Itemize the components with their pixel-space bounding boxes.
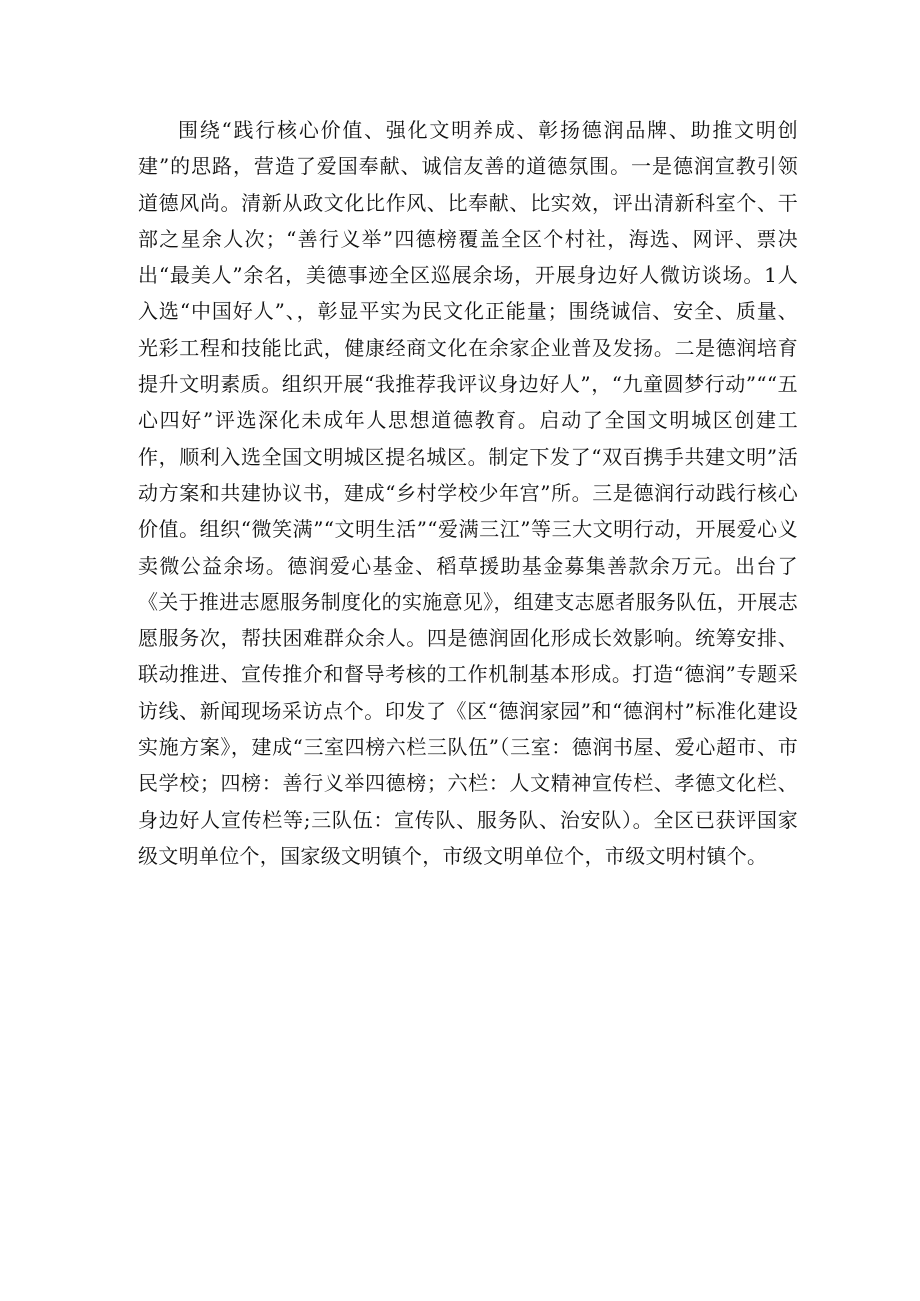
body-paragraph: 围绕“践行核心价值、强化文明养成、彰扬德润品牌、助推文明创建”的思路，营造了爱国奉献、诚信友善的道德氛围。一是德润宣教引领道德风尚。清新从政文化比作风、比奉献、比实效，评出清新科室个、干部之星余人次；“善行义举”四德榜覆盖全区个村社，海选、网评、票决出“最美人”余名，美德事迹全区巡展余场，开展身边好人微访谈场。1人入选“中国好人”、，彰显平实为民文化正能量；围绕诚信、安全、质量、光彩工程和技能比武，健康经商文化在余家企业普及发扬。二是德润培育提升文明素质。组织开展“我推荐我评议身边好人”，“九童圆梦行动”““五心四好”评选深化未成年人思想道德教育。启动了全国文明城区创建工作，顺利入选全国文明城区提名城区。制定下发了“双百携手共建文明”活动方案和共建协议书，建成“乡村学校少年宫”所。三是德润行动践行核心价值。组织“微笑满”“文明生活”“爱满三江”等三大文明行动，开展爱心义卖微公益余场。德润爱心基金、稻草援助基金募集善款余万元。出台了《关于推进志愿服务制度化的实施意见》，组建支志愿者服务队伍，开展志愿服务次，帮扶困难群众余人。四是德润固化形成长效影响。统筹安排、联动推进、宣传推介和督导考核的工作机制基本形成。打造“德润”专题采访线、新闻现场采访点个。印发了《区“德润家园”和“德润村”标准化建设实施方案》，建成“三室四榜六栏三队伍”（三室：德润书屋、爱心超市、市民学校；四榜：善行义举四德榜；六栏：人文精神宣传栏、孝德文化栏、身边好人宣传栏等;三队伍：宣传队、服务队、治安队）。全区已获评国家级文明单位个，国家级文明镇个，市级文明单位个，市级文明村镇个。: [138, 118, 798, 868]
